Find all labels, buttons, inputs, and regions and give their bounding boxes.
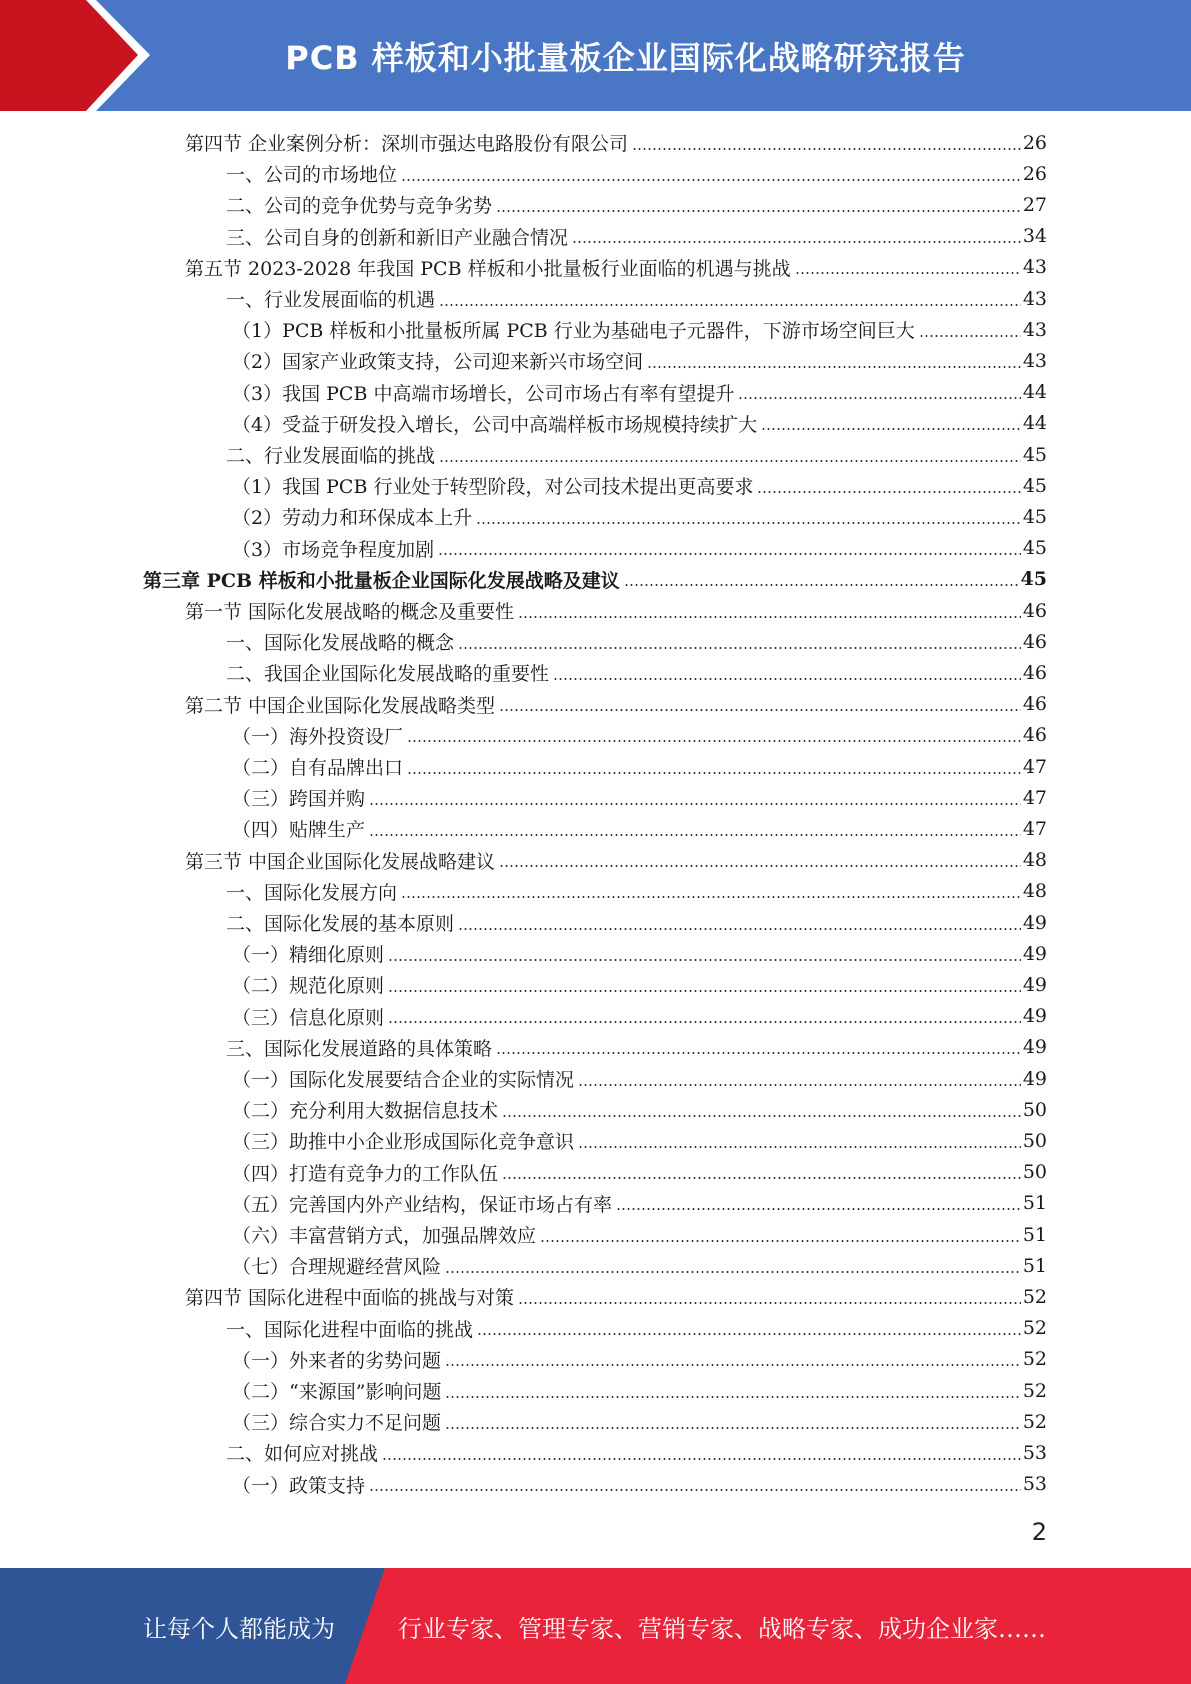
toc-entry[interactable] <box>232 1406 1047 1437</box>
toc-entry-page: 48 <box>1022 880 1047 903</box>
toc-entry-page: 49 <box>1022 1005 1047 1028</box>
toc-entry-title: 二、行业发展面临的挑战 <box>226 445 436 467</box>
footer-slogan-lead: 让每个人都能成为 <box>143 1614 335 1643</box>
toc-entry-page: 43 <box>1022 287 1047 310</box>
toc-entry[interactable] <box>226 876 1047 907</box>
toc-entry[interactable] <box>232 377 1047 408</box>
toc-entry-title: （三）助推中小企业形成国际化竞争意识 <box>232 1131 575 1154</box>
toc-entry-title: 第五节 2023-2028 年我国 PCB 样板和小批量板行业面临的机遇与挑战 <box>185 257 791 280</box>
toc-entry[interactable] <box>232 751 1047 782</box>
toc-entry-page: 52 <box>1022 1348 1047 1371</box>
toc-entry-title: 第三章 PCB 样板和小批量板企业国际化发展战略及建议 <box>143 569 620 592</box>
toc-entry[interactable] <box>226 626 1047 657</box>
toc-entry[interactable] <box>232 533 1047 564</box>
toc-entry-title: 第二节 中国企业国际化发展战略类型 <box>185 694 496 717</box>
toc-entry-page: 46 <box>1022 630 1047 653</box>
toc-entry[interactable] <box>232 1063 1047 1094</box>
toc-entry-title: 三、国际化发展道路的具体策略 <box>226 1037 493 1060</box>
toc-entry[interactable] <box>185 845 1047 876</box>
toc-entry[interactable] <box>185 127 1047 158</box>
toc-entry[interactable] <box>226 283 1047 314</box>
toc-entry-page: 47 <box>1022 786 1047 809</box>
toc-entry-title: 二、国际化发展的基本原则 <box>226 913 455 935</box>
toc-chapter-entry[interactable] <box>143 564 1047 595</box>
toc-dot-leader <box>439 304 1021 306</box>
toc-dot-leader <box>647 366 1021 368</box>
toc-entry-page: 26 <box>1022 131 1047 154</box>
toc-entry[interactable] <box>232 1188 1047 1219</box>
toc-dot-leader <box>388 1021 1021 1023</box>
toc-entry-title: （4）受益于研发投入增长，公司中高端样板市场规模持续扩大 <box>232 413 758 436</box>
toc-entry[interactable] <box>232 969 1047 1000</box>
toc-dot-leader <box>369 803 1021 805</box>
toc-entry-page: 49 <box>1022 973 1047 996</box>
toc-dot-leader <box>382 1458 1021 1460</box>
toc-entry[interactable] <box>232 501 1047 532</box>
toc-entry-title: （二）充分利用大数据信息技术 <box>232 1100 499 1123</box>
toc-dot-leader <box>476 522 1021 524</box>
toc-entry-page: 45 <box>1020 568 1047 591</box>
toc-entry-page: 52 <box>1022 1317 1047 1340</box>
toc-entry-title: （五）完善国内外产业结构，保证市场占有率 <box>232 1193 613 1216</box>
toc-dot-leader <box>578 1146 1021 1148</box>
toc-entry-title: （二）自有品牌出口 <box>232 757 404 779</box>
toc-entry[interactable] <box>185 1281 1047 1312</box>
toc-entry[interactable] <box>232 1001 1047 1032</box>
toc-entry-title: （3）市场竞争程度加剧 <box>232 538 435 561</box>
toc-entry[interactable] <box>226 189 1047 220</box>
toc-entry-page: 46 <box>1022 693 1047 716</box>
toc-entry-title: 一、国际化发展战略的概念 <box>226 632 455 655</box>
toc-entry[interactable] <box>232 408 1047 439</box>
footer-slogan-roles: 行业专家、管理专家、营销专家、战略专家、成功企业家…… <box>398 1614 1046 1643</box>
toc-entry-title: （六）丰富营销方式，加强品牌效应 <box>232 1225 537 1247</box>
toc-entry-title: 二、如何应对挑战 <box>226 1443 379 1466</box>
toc-dot-leader <box>572 241 1021 243</box>
toc-entry-title: （3）我国 PCB 中高端市场增长，公司市场占有率有望提升 <box>232 382 735 405</box>
toc-dot-leader <box>445 1271 1021 1273</box>
toc-entry-title: （四）贴牌生产 <box>232 819 366 842</box>
toc-entry[interactable] <box>226 657 1047 688</box>
toc-entry[interactable] <box>185 689 1047 720</box>
toc-dot-leader <box>738 397 1020 399</box>
toc-entry-page: 48 <box>1022 849 1047 872</box>
toc-entry-page: 50 <box>1022 1129 1047 1152</box>
toc-entry[interactable] <box>232 1375 1047 1406</box>
toc-entry-title: 一、国际化进程中面临的挑战 <box>226 1318 474 1341</box>
toc-entry-title: 二、公司的竞争优势与竞争劣势 <box>226 195 493 218</box>
toc-dot-leader <box>795 272 1021 274</box>
toc-dot-leader <box>761 428 1021 430</box>
toc-entry[interactable] <box>226 907 1047 938</box>
toc-dot-leader <box>499 865 1021 867</box>
toc-entry-page: 49 <box>1022 1067 1047 1090</box>
toc-entry[interactable] <box>226 1032 1047 1063</box>
toc-dot-leader <box>458 928 1021 930</box>
toc-dot-leader <box>502 1177 1021 1179</box>
toc-entry-title: （二）“来源国”影响问题 <box>232 1381 442 1403</box>
toc-entry-title: 一、国际化发展方向 <box>226 881 398 904</box>
toc-entry[interactable] <box>232 782 1047 813</box>
toc-entry-page: 51 <box>1022 1254 1047 1277</box>
toc-dot-leader <box>632 148 1021 150</box>
toc-entry[interactable] <box>232 813 1047 844</box>
toc-entry-page: 50 <box>1022 1098 1047 1121</box>
page-number: 2 <box>1031 1518 1047 1546</box>
toc-entry-page: 34 <box>1022 225 1047 248</box>
toc-entry-title: 第一节 国际化发展战略的概念及重要性 <box>185 601 515 623</box>
toc-dot-leader <box>757 491 1020 493</box>
toc-entry[interactable] <box>226 1313 1047 1344</box>
toc-entry-page: 52 <box>1022 1379 1047 1402</box>
toc-entry[interactable] <box>232 1125 1047 1156</box>
toc-dot-leader <box>388 990 1021 992</box>
toc-dot-leader <box>540 1240 1021 1242</box>
toc-entry-title: （三）跨国并购 <box>232 788 366 811</box>
toc-entry-page: 46 <box>1022 661 1047 684</box>
toc-entry-page: 47 <box>1022 755 1047 778</box>
toc-entry-page: 50 <box>1022 1161 1047 1184</box>
toc-entry-title: 二、我国企业国际化发展战略的重要性 <box>226 663 550 686</box>
toc-entry-title: 第三节 中国企业国际化发展战略建议 <box>185 850 496 873</box>
toc-entry[interactable] <box>232 314 1047 345</box>
toc-entry-page: 45 <box>1022 474 1047 497</box>
toc-dot-leader <box>502 1115 1021 1117</box>
toc-dot-leader <box>518 1302 1021 1304</box>
toc-entry[interactable] <box>232 1469 1047 1500</box>
toc-dot-leader <box>616 1208 1021 1210</box>
toc-dot-leader <box>388 959 1021 961</box>
toc-entry-page: 53 <box>1022 1441 1047 1464</box>
toc-dot-leader <box>919 335 1021 337</box>
toc-entry[interactable] <box>232 1157 1047 1188</box>
toc-entry-page: 44 <box>1022 412 1047 435</box>
toc-entry-title: （一）外来者的劣势问题 <box>232 1349 442 1372</box>
toc-dot-leader <box>438 553 1021 555</box>
toc-entry-title: 一、行业发展面临的机遇 <box>226 289 436 311</box>
toc-entry-page: 46 <box>1022 724 1047 747</box>
toc-entry-title: （一）政策支持 <box>232 1474 366 1497</box>
toc-dot-leader <box>445 1364 1021 1366</box>
toc-dot-leader <box>445 1427 1021 1429</box>
toc-dot-leader <box>401 896 1021 898</box>
toc-entry-title: （一）国际化发展要结合企业的实际情况 <box>232 1069 575 1091</box>
toc-entry-page: 49 <box>1022 1036 1047 1059</box>
toc-dot-leader <box>578 1084 1021 1086</box>
toc-entry-title: （二）规范化原则 <box>232 975 385 998</box>
toc-entry[interactable] <box>226 158 1047 189</box>
toc-entry-page: 45 <box>1022 443 1047 466</box>
toc-dot-leader <box>477 1333 1021 1335</box>
toc-entry-title: （三）信息化原则 <box>232 1006 385 1029</box>
toc-entry-page: 49 <box>1022 942 1047 965</box>
toc-entry-page: 53 <box>1022 1473 1047 1496</box>
toc-entry[interactable] <box>232 1344 1047 1375</box>
toc-entry[interactable] <box>232 345 1047 376</box>
toc-entry-title: （1）PCB 样板和小批量板所属 PCB 行业为基础电子元器件，下游市场空间巨大 <box>232 320 915 343</box>
toc-entry-page: 45 <box>1022 537 1047 560</box>
toc-entry[interactable] <box>232 720 1047 751</box>
toc-dot-leader <box>445 1396 1020 1398</box>
toc-entry[interactable] <box>232 938 1047 969</box>
toc-entry-title: （2）劳动力和环保成本上升 <box>232 507 473 530</box>
toc-entry-title: 三、公司自身的创新和新旧产业融合情况 <box>226 226 569 249</box>
toc-entry-title: （一）精细化原则 <box>232 944 385 967</box>
toc-dot-leader <box>553 678 1021 680</box>
toc-dot-leader <box>518 616 1021 618</box>
toc-entry-title: （七）合理规避经营风险 <box>232 1256 442 1279</box>
toc-entry-title: 一、公司的市场地位 <box>226 164 398 187</box>
toc-entry-page: 49 <box>1022 911 1047 934</box>
toc-dot-leader <box>439 460 1021 462</box>
toc-entry-title: 第四节 企业案例分析：深圳市强达电路股份有限公司 <box>185 133 629 155</box>
toc-dot-leader <box>624 584 1019 586</box>
toc-dot-leader <box>401 179 1021 181</box>
toc-entry[interactable] <box>232 1250 1047 1281</box>
toc-entry-page: 43 <box>1022 318 1047 341</box>
toc-entry-page: 46 <box>1022 599 1047 622</box>
toc-entry-page: 52 <box>1022 1410 1047 1433</box>
toc-entry-title: （四）打造有竞争力的工作队伍 <box>232 1162 499 1185</box>
toc-entry-page: 43 <box>1022 256 1047 279</box>
toc-entry-page: 45 <box>1022 505 1047 528</box>
toc-dot-leader <box>407 740 1021 742</box>
toc-entry-page: 51 <box>1022 1192 1047 1215</box>
toc-entry[interactable] <box>226 439 1047 470</box>
toc-entry[interactable] <box>232 1219 1047 1250</box>
toc-entry[interactable] <box>232 470 1047 501</box>
report-title: PCB 样板和小批量板企业国际化战略研究报告 <box>285 38 966 77</box>
toc-entry-page: 47 <box>1022 817 1047 840</box>
toc-entry-page: 43 <box>1022 349 1047 372</box>
toc-entry-title: （2）国家产业政策支持，公司迎来新兴市场空间 <box>232 351 644 374</box>
toc-entry[interactable] <box>226 1437 1047 1468</box>
toc-entry-page: 27 <box>1022 193 1047 216</box>
toc-entry[interactable] <box>232 1094 1047 1125</box>
toc-entry-title: 第四节 国际化进程中面临的挑战与对策 <box>185 1287 515 1310</box>
toc-dot-leader <box>369 834 1021 836</box>
toc-entry[interactable] <box>185 595 1047 626</box>
toc-entry[interactable] <box>185 252 1047 283</box>
toc-entry-title: （一）海外投资设厂 <box>232 725 404 748</box>
toc-dot-leader <box>369 1489 1021 1491</box>
toc-dot-leader <box>496 1052 1021 1054</box>
toc-entry-page: 44 <box>1022 381 1047 404</box>
toc-dot-leader <box>458 647 1021 649</box>
toc-entry-title: （1）我国 PCB 行业处于转型阶段，对公司技术提出更高要求 <box>232 476 754 499</box>
toc-dot-leader <box>407 772 1021 774</box>
toc-entry-page: 52 <box>1022 1285 1047 1308</box>
toc-entry-title: （三）综合实力不足问题 <box>232 1412 442 1435</box>
toc-entry-page: 26 <box>1022 162 1047 185</box>
toc-entry[interactable] <box>226 221 1047 252</box>
toc-entry-page: 51 <box>1022 1223 1047 1246</box>
toc-dot-leader <box>499 709 1021 711</box>
toc-dot-leader <box>496 210 1021 212</box>
